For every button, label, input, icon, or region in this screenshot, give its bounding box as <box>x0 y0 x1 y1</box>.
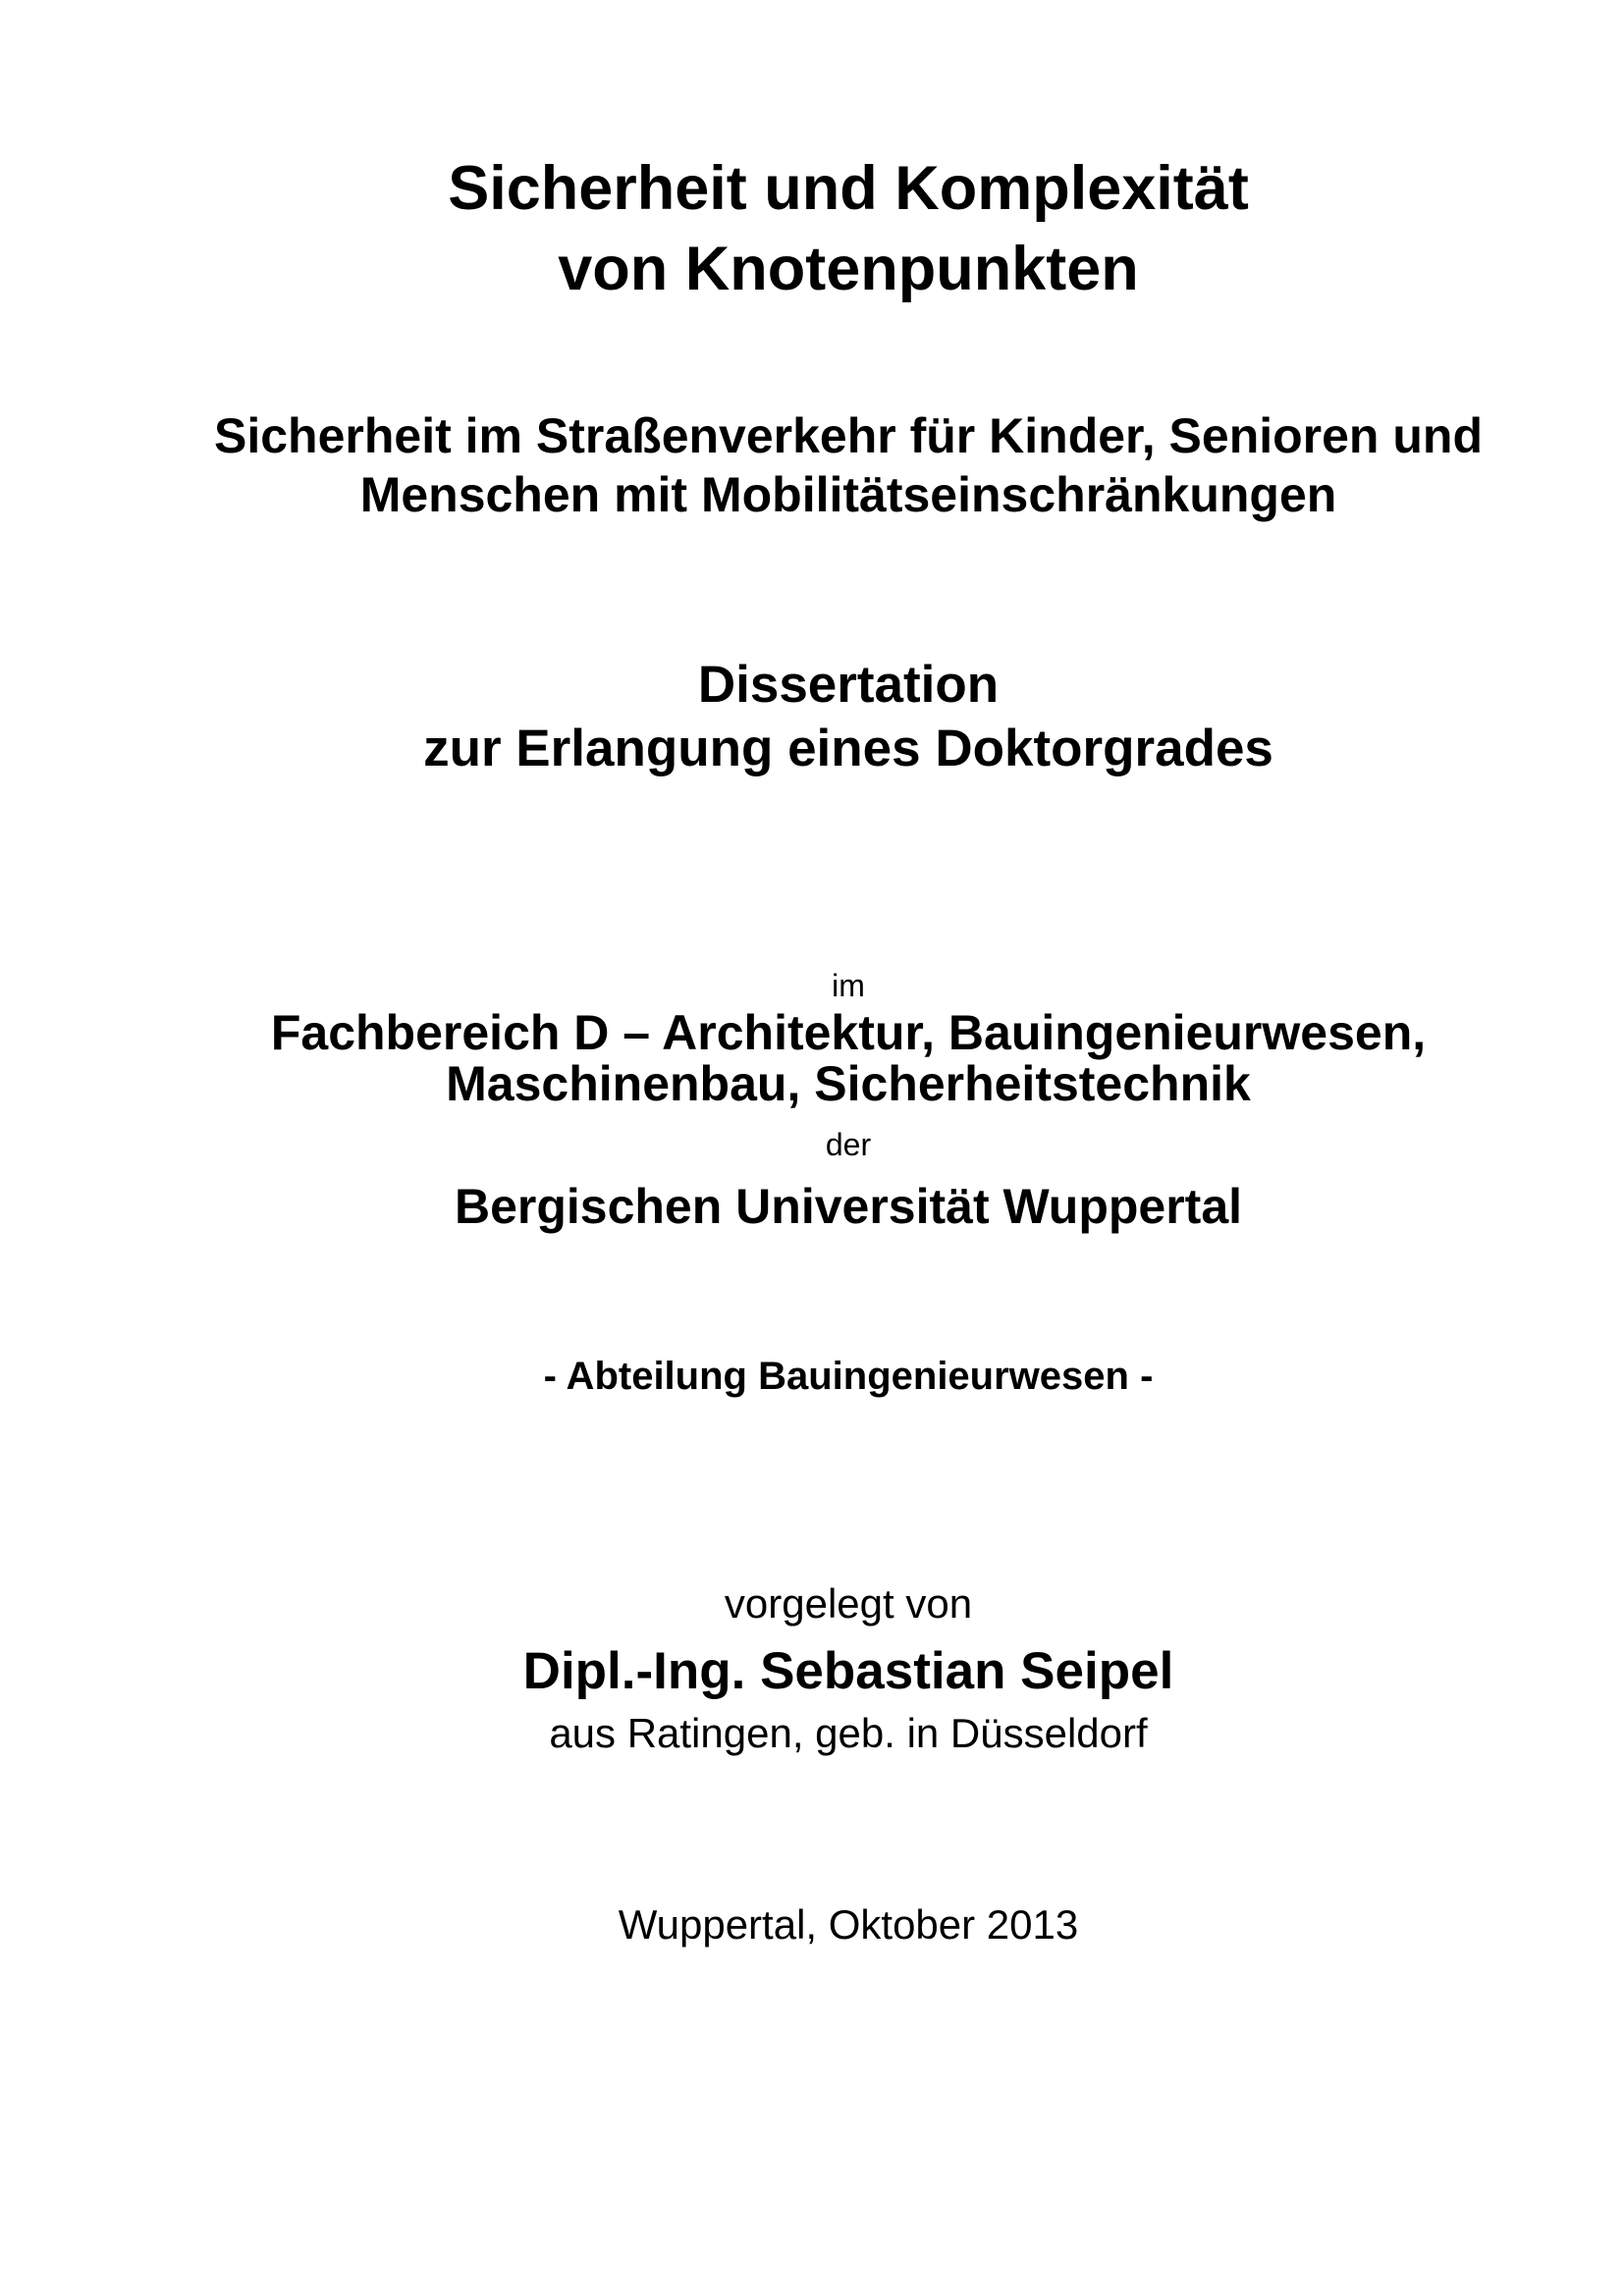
department-label: - Abteilung Bauingenieurwesen - <box>543 1355 1154 1398</box>
page-title <box>73 148 1624 309</box>
university-name: Bergischen Universität Wuppertal <box>454 1179 1243 1234</box>
author-name: Dipl.-Ing. Sebastian Seipel <box>522 1642 1174 1700</box>
page-title-line2: von Knotenpunkten <box>558 235 1139 303</box>
place-and-date: Wuppertal, Oktober 2013 <box>618 1901 1079 1948</box>
page-subtitle-line2: Menschen mit Mobilitätseinschränkungen <box>359 467 1337 522</box>
faculty-name <box>73 1007 1624 1109</box>
page-title-line1: Sicherheit und Komplexität <box>448 154 1249 223</box>
thesis-type <box>73 653 1624 780</box>
faculty-name-line1: Fachbereich D – Architektur, Bauingenieurwesen, <box>270 1005 1427 1060</box>
page-subtitle <box>73 406 1624 524</box>
thesis-type-line2: zur Erlangung eines Doktorgrades <box>423 720 1273 777</box>
faculty-preposition-im: im <box>832 968 865 1003</box>
submitted-by-label: vorgelegt von <box>724 1580 973 1627</box>
page-subtitle-line1: Sicherheit im Straßenverkehr für Kinder, Senioren und <box>214 408 1483 463</box>
thesis-type-line1: Dissertation <box>697 656 1000 714</box>
faculty-name-line2: Maschinenbau, Sicherheitstechnik <box>446 1056 1251 1111</box>
author-origin: aus Ratingen, geb. in Düsseldorf <box>549 1710 1148 1756</box>
faculty-preposition-der: der <box>825 1127 872 1162</box>
